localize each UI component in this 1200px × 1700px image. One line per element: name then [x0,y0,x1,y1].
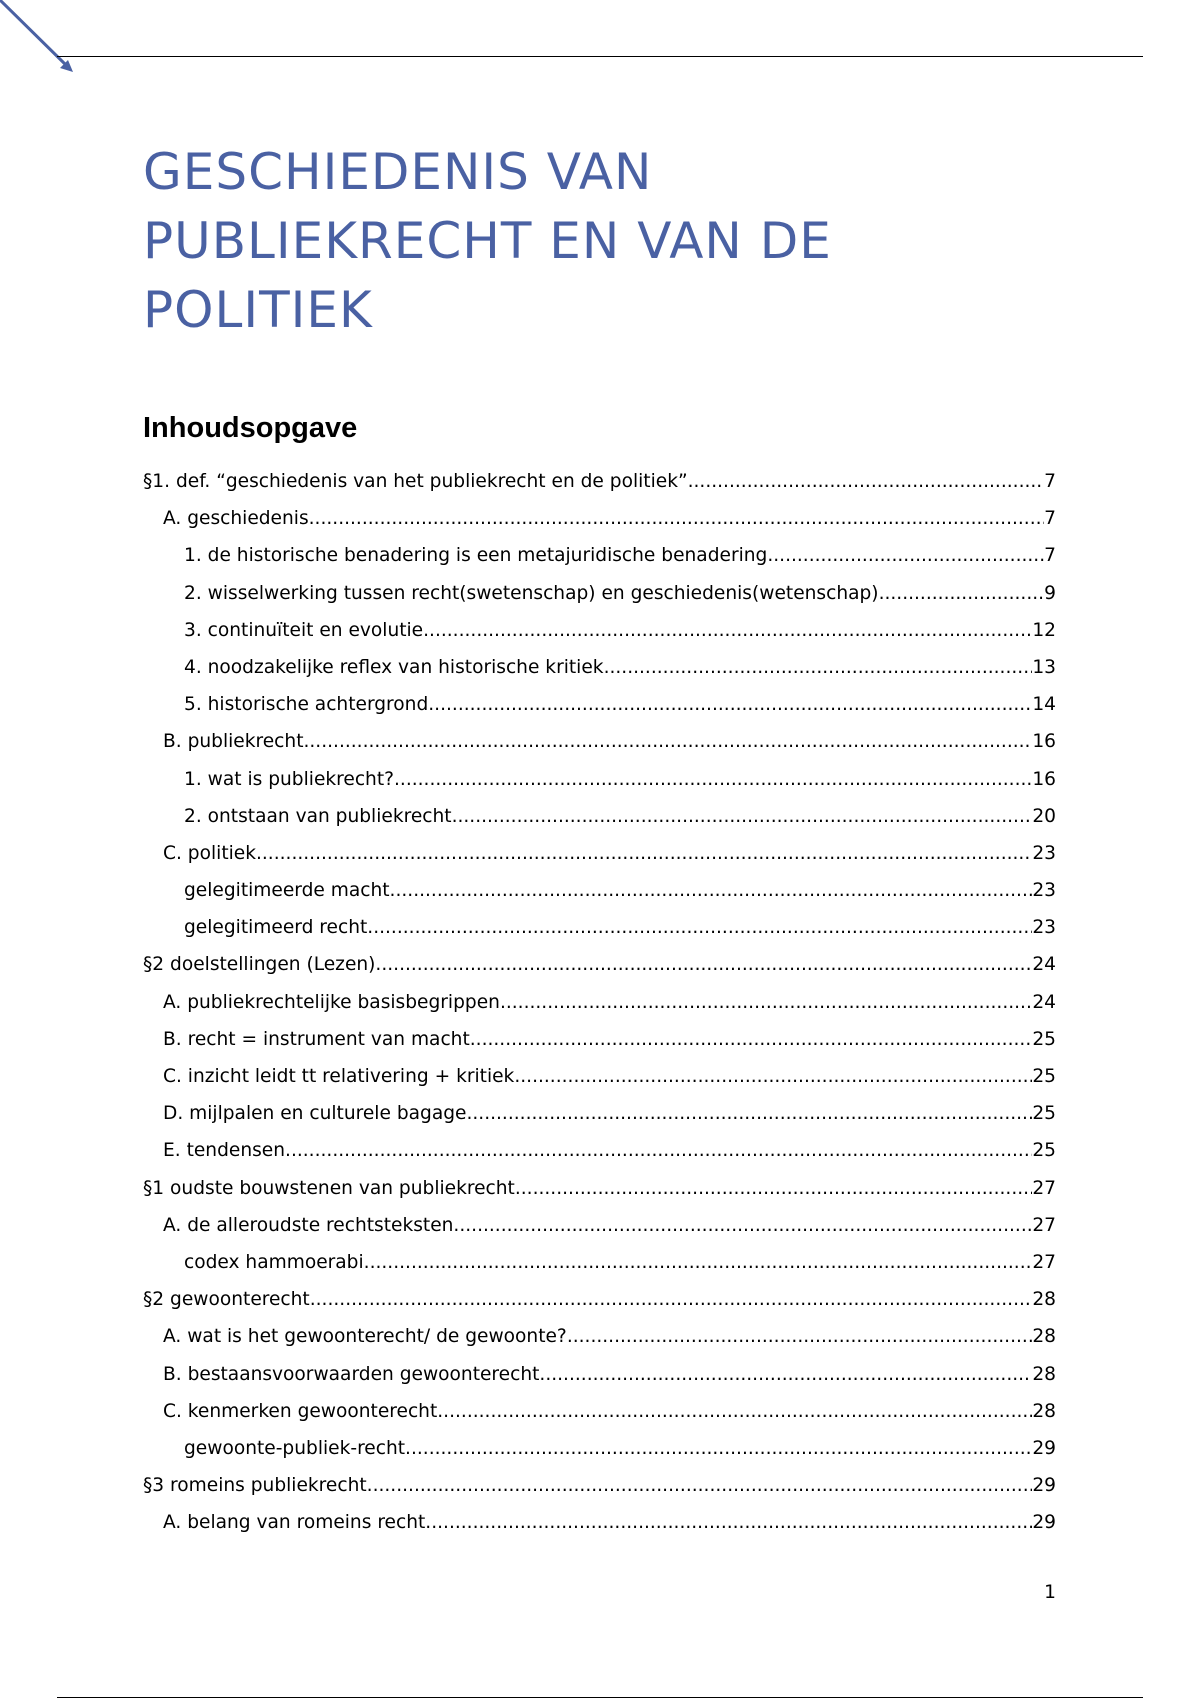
toc-leader-dots [688,463,1045,500]
toc-entry-page: 27 [1032,1251,1056,1273]
toc-entry[interactable] [143,686,1056,723]
toc-leader-dots [514,1058,1032,1095]
toc-entry[interactable] [143,1132,1056,1169]
toc-leader-dots [437,1393,1032,1430]
toc-entry-page: 27 [1032,1214,1056,1236]
toc-entry-page: 28 [1032,1363,1056,1385]
toc-entry[interactable] [143,946,1056,983]
toc-heading: Inhoudsopgave [143,412,358,444]
toc-entry-label: A. geschiedenis [163,508,309,530]
toc-leader-dots [256,835,1032,872]
toc-entry-label: C. kenmerken gewoonterecht [163,1400,438,1422]
toc-entry[interactable] [143,1318,1056,1355]
toc-entry-page: 25 [1032,1140,1056,1162]
toc-leader-dots [390,872,1033,909]
toc-leader-dots [367,1467,1033,1504]
toc-entry-label: gelegitimeerde macht [184,880,390,902]
toc-entry-label: 1. de historische benadering is een metajuridische benadering [184,545,768,567]
toc-leader-dots [394,761,1032,798]
toc-entry-label: 2. wisselwerking tussen recht(swetenschap) en geschiedenis(wetenschap) [184,582,879,604]
toc-entry-page: 7 [1044,508,1056,530]
toc-leader-dots [303,723,1032,760]
toc-entry[interactable] [143,984,1056,1021]
toc-entry-label: §2 gewoonterecht [143,1289,310,1311]
toc-entry[interactable] [143,1207,1056,1244]
toc-entry[interactable] [143,1244,1056,1281]
toc-leader-dots [425,1504,1032,1541]
toc-entry-label: §1 oudste bouwstenen van publiekrecht [143,1177,515,1199]
table-of-contents [143,463,1056,1541]
toc-entry-page: 25 [1032,1066,1056,1087]
toc-entry[interactable] [143,1170,1056,1207]
toc-entry-page: 24 [1032,954,1056,976]
toc-entry-label: 4. noodzakelijke reflex van historische kritiek [184,656,604,678]
header-rule [57,56,1143,57]
toc-leader-dots [515,1170,1032,1207]
toc-entry-page: 23 [1032,842,1056,864]
toc-entry[interactable] [143,1467,1056,1504]
toc-entry-page: 9 [1044,582,1056,604]
toc-leader-dots [428,686,1032,723]
toc-entry-page: 7 [1044,545,1056,567]
toc-leader-dots [453,1207,1032,1244]
toc-entry-page: 28 [1032,1326,1056,1348]
toc-entry[interactable] [143,575,1056,612]
toc-entry[interactable] [143,835,1056,872]
toc-entry-label: codex hammoerabi [184,1251,364,1273]
toc-entry-page: 25 [1032,1028,1056,1050]
toc-entry-label: D. mijlpalen en culturele bagage [163,1103,467,1125]
toc-entry-page: 14 [1032,694,1056,716]
toc-entry[interactable] [143,1058,1056,1095]
toc-entry-page: 29 [1032,1437,1056,1459]
toc-entry[interactable] [143,463,1056,500]
toc-entry-label: C. inzicht leidt tt relativering + kritiek [163,1066,515,1087]
toc-entry-page: 23 [1032,917,1056,939]
toc-leader-dots [452,798,1033,835]
toc-leader-dots [604,649,1033,686]
toc-leader-dots [466,1095,1032,1132]
toc-leader-dots [309,500,1045,537]
toc-leader-dots [423,612,1032,649]
toc-entry-page: 28 [1032,1400,1056,1422]
toc-entry-page: 29 [1032,1475,1056,1497]
toc-leader-dots [767,537,1044,574]
toc-entry-label: §2 doelstellingen (Lezen) [143,954,376,976]
toc-entry-label: §1. def. “geschiedenis van het publiekrecht en de politiek” [143,471,688,492]
toc-entry[interactable] [143,1430,1056,1467]
toc-entry-page: 13 [1032,656,1056,678]
toc-leader-dots [879,575,1045,612]
toc-leader-dots [405,1430,1032,1467]
toc-entry-label: B. publiekrecht [163,731,304,753]
toc-entry-label: B. recht = instrument van macht [163,1028,470,1050]
toc-leader-dots [470,1021,1033,1058]
toc-entry-label: A. publiekrechtelijke basisbegrippen [163,991,500,1013]
toc-entry[interactable] [143,1095,1056,1132]
toc-leader-dots [310,1281,1033,1318]
toc-entry-page: 25 [1032,1103,1056,1125]
toc-leader-dots [367,909,1032,946]
toc-entry[interactable] [143,612,1056,649]
toc-entry[interactable] [143,872,1056,909]
toc-leader-dots [364,1244,1033,1281]
toc-leader-dots [567,1318,1033,1355]
toc-leader-dots [285,1132,1032,1169]
toc-leader-dots [539,1356,1032,1393]
toc-entry[interactable] [143,909,1056,946]
toc-entry-label: A. wat is het gewoonterecht/ de gewoonte? [163,1326,567,1348]
toc-entry[interactable] [143,723,1056,760]
toc-entry[interactable] [143,500,1056,537]
toc-leader-dots [375,946,1032,983]
toc-entry[interactable] [143,649,1056,686]
toc-entry[interactable] [143,1021,1056,1058]
toc-entry[interactable] [143,1504,1056,1541]
footer-rule [57,1697,1143,1698]
toc-entry-label: A. de alleroudste rechtsteksten [163,1214,454,1236]
toc-entry[interactable] [143,1281,1056,1318]
toc-entry-label: 5. historische achtergrond [184,694,429,716]
toc-entry[interactable] [143,1393,1056,1430]
page-number: 1 [1044,1582,1056,1603]
toc-entry-page: 20 [1032,805,1056,827]
document-title: GESCHIEDENIS VAN PUBLIEKRECHT EN VAN DE POLITIEK [143,143,832,339]
toc-leader-dots [500,984,1032,1021]
toc-entry-page: 16 [1032,731,1056,753]
toc-entry-label: 1. wat is publiekrecht? [184,768,394,790]
toc-entry-page: 24 [1032,991,1056,1013]
toc-entry[interactable] [143,1356,1056,1393]
toc-entry-label: E. tendensen [163,1140,286,1162]
toc-entry-page: 29 [1032,1512,1056,1534]
corner-arrow-icon [0,0,80,80]
toc-entry-label: §3 romeins publiekrecht [143,1475,367,1497]
toc-entry-label: gewoonte-publiek-recht [184,1437,406,1459]
toc-entry-page: 12 [1032,619,1056,641]
toc-entry-page: 16 [1032,768,1056,790]
toc-entry-page: 23 [1032,880,1056,902]
toc-entry-page: 27 [1032,1177,1056,1199]
toc-entry-label: gelegitimeerd recht [184,917,368,939]
toc-entry-page: 28 [1032,1289,1056,1311]
toc-entry-label: 2. ontstaan van publiekrecht [184,805,452,827]
toc-entry-label: A. belang van romeins recht [163,1512,426,1534]
toc-entry-label: B. bestaansvoorwaarden gewoonterecht [163,1363,540,1385]
toc-entry[interactable] [143,798,1056,835]
toc-entry[interactable] [143,761,1056,798]
toc-entry-label: 3. continuïteit en evolutie [184,619,424,641]
toc-entry-page: 7 [1044,471,1056,492]
toc-entry[interactable] [143,537,1056,574]
toc-entry-label: C. politiek [163,842,256,864]
